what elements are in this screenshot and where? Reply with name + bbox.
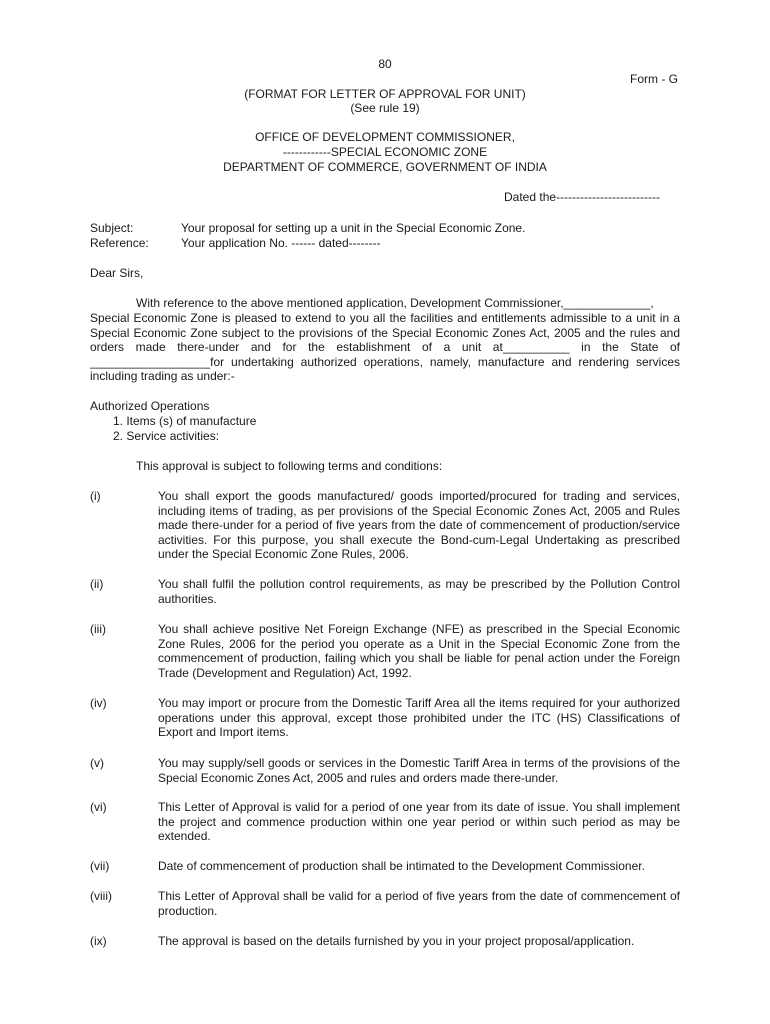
condition-number: (iii) — [90, 622, 106, 636]
paragraph-1-body: Special Economic Zone is pleased to extend to you all the facilities and entitlements admissible to a unit in a Special Economic Zone subject to the provisions of the Special Economic Zones Act, 2005 and the rules and orders made there-under and for the establishment of a unit at__________ in the State of __________________for undertaking authorized operations, namely, manufacture and rendering services including trading as under:- — [90, 311, 680, 384]
condition-number: (i) — [90, 489, 101, 503]
condition-text: This Letter of Approval is valid for a period of one year from its date of issue. You shall implement the project and commence production within one year period or within such period as may be extended. — [158, 800, 680, 844]
authorized-item-2: 2. Service activities: — [113, 429, 220, 443]
condition-number: (iv) — [90, 696, 107, 710]
office-line-3: DEPARTMENT OF COMMERCE, GOVERNMENT OF INDIA — [223, 160, 547, 174]
subject-label: Subject: — [90, 221, 134, 235]
dated-line: Dated the-------------------------- — [504, 190, 660, 204]
reference-label: Reference: — [90, 236, 149, 250]
condition-text: Date of commencement of production shall be intimated to the Development Commissioner. — [158, 859, 645, 873]
authorized-operations-heading: Authorized Operations — [90, 399, 210, 413]
subject-text: Your proposal for setting up a unit in the Special Economic Zone. — [181, 221, 526, 235]
paragraph-1-first-line: With reference to the above mentioned application, Development Commissioner,_____________, — [136, 296, 654, 310]
reference-text: Your application No. ------ dated-------- — [181, 236, 381, 250]
condition-number: (ii) — [90, 577, 104, 591]
authorized-item-1: 1. Items (s) of manufacture — [113, 414, 257, 428]
condition-number: (vi) — [90, 800, 107, 814]
office-line-1: OFFICE OF DEVELOPMENT COMMISSIONER, — [255, 130, 515, 144]
condition-text: You shall fulfil the pollution control requirements, as may be prescribed by the Pollution Control authorities. — [158, 577, 680, 606]
condition-text: The approval is based on the details furnished by you in your project proposal/application. — [158, 934, 635, 948]
condition-text: This Letter of Approval shall be valid for a period of five years from the date of commencement of production. — [158, 889, 680, 918]
condition-number: (vii) — [90, 859, 110, 873]
form-label: Form - G — [630, 72, 678, 86]
condition-number: (v) — [90, 756, 104, 770]
condition-number: (viii) — [90, 889, 112, 903]
rule-reference: (See rule 19) — [350, 101, 420, 115]
page-number: 80 — [378, 57, 392, 71]
office-line-2: ------------SPECIAL ECONOMIC ZONE — [282, 145, 488, 159]
salutation: Dear Sirs, — [90, 266, 144, 280]
format-title: (FORMAT FOR LETTER OF APPROVAL FOR UNIT) — [244, 87, 526, 101]
condition-text: You may import or procure from the Domestic Tariff Area all the items required for your authorized operations under this approval, except those prohibited under the ITC (HS) Classifications of Export and Import items. — [158, 696, 680, 740]
condition-text: You may supply/sell goods or services in the Domestic Tariff Area in terms of the provisions of the Special Economic Zones Act, 2005 and rules and orders made there-under. — [158, 756, 680, 785]
condition-text: You shall export the goods manufactured/ goods imported/procured for trading and services, including items of trading, as per provisions of the Special Economic Zones Act, 2005 and Rules made there-under for a period of five years from the date of commencement of production/service activities. For this purpose, you shall execute the Bond-cum-Legal Undertaking as prescribed under the Special Economic Zone Rules, 2006. — [158, 489, 680, 562]
condition-text: You shall achieve positive Net Foreign Exchange (NFE) as prescribed in the Special Economic Zone Rules, 2006 for the period you operate as a Unit in the Special Economic Zone from the commencement of production, failing which you shall be liable for penal action under the Foreign Trade (Development and Regulation) Act, 1992. — [158, 622, 680, 680]
condition-number: (ix) — [90, 934, 107, 948]
conditions-intro: This approval is subject to following terms and conditions: — [136, 459, 443, 473]
